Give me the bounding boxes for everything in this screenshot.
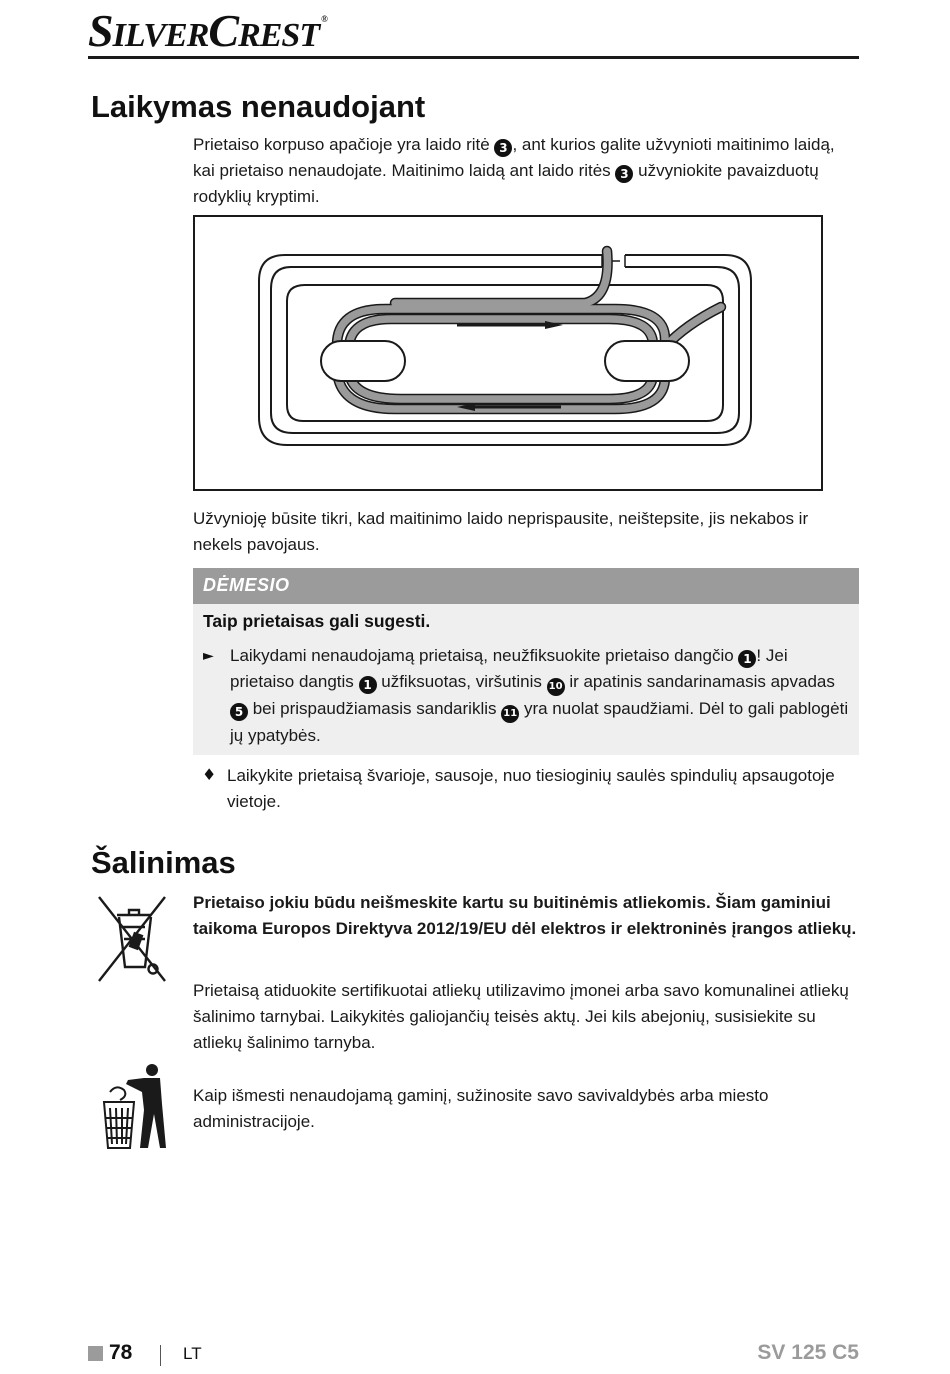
text-run: Laikydami nenaudojamą prietaisą, neužfiksuokite prietaiso dangčio bbox=[230, 646, 739, 665]
language-code: LT bbox=[183, 1344, 202, 1363]
page-number: 78 bbox=[109, 1341, 133, 1364]
footer-separator bbox=[160, 1345, 161, 1366]
warning-arrow-icon: ► bbox=[203, 648, 214, 664]
disposal-bold-text: Prietaiso jokiu būdu neišmeskite kartu su buitinėmis atliekomis. Šiam gaminiui taikoma Europos Direktyva 2012/19/EU dėl elektros ir elektroninės įrangos atliekų. bbox=[193, 893, 857, 938]
text-run: užvyniokite pavaizduotų rodyklių kryptimi. bbox=[193, 161, 819, 206]
disposal-paragraph-1: Prietaisą atiduokite sertifikuotai atliekų utilizavimo įmonei arba savo komunalinei atliekų šalinimo tarnybai. Laikykitės galiojančių teisės aktų. Jei kils abejonių, susisiekite su atliekų šalinimo tarnyba. bbox=[193, 981, 849, 1052]
warning-title: Taip prietaisas gali sugesti. bbox=[203, 611, 431, 631]
text-run: yra nuolat spaudžiami. Dėl to gali pablogėti jų ypatybės. bbox=[230, 699, 849, 745]
reference-number-badge: 3 bbox=[615, 165, 633, 183]
cord-reel-illustration bbox=[193, 215, 823, 491]
header-rule bbox=[88, 56, 859, 59]
bullet-diamond-icon: ♦ bbox=[202, 765, 217, 784]
storage-intro-paragraph bbox=[193, 132, 861, 210]
text-run: Prietaiso korpuso apačioje yra laido ritė bbox=[193, 135, 495, 154]
storage-after-paragraph: Užvynioję būsite tikri, kad maitinimo laido neprispausite, neištepsite, jis nekabos ir nekels pavojaus. bbox=[193, 509, 809, 554]
section-title-disposal: Šalinimas bbox=[91, 845, 236, 880]
text-run: , ant kurios galite užvynioti maitinimo laidą, kai prietaiso nenaudojate. Maitinimo laidą ant laido ritės bbox=[193, 135, 835, 180]
reference-number-badge: 1 bbox=[359, 676, 377, 694]
crossed-bin-icon bbox=[95, 893, 169, 989]
warning-body bbox=[193, 604, 859, 755]
storage-bullet: Laikykite prietaisą švarioje, sausoje, nuo tiesioginių saulės spindulių apsaugotoje vietoje. bbox=[227, 766, 835, 811]
reference-number-badge: 1 bbox=[738, 650, 756, 668]
section-title-storage: Laikymas nenaudojant bbox=[91, 89, 426, 124]
warning-label: DĖMESIO bbox=[203, 575, 290, 595]
footer-square bbox=[88, 1346, 103, 1361]
model-number: SV 125 C5 bbox=[757, 1341, 859, 1364]
warning-text bbox=[230, 643, 850, 749]
text-run: bei prispaudžiamasis sandariklis bbox=[248, 699, 502, 718]
disposal-paragraph-2: Kaip išmesti nenaudojamą gaminį, sužinosite savo savivaldybės arba miesto administracijoje. bbox=[193, 1086, 769, 1131]
text-run: ! Jei prietaiso dangtis bbox=[230, 646, 788, 691]
reference-number-badge: 3 bbox=[494, 139, 512, 157]
person-trash-icon bbox=[100, 1062, 170, 1154]
brand-logo: SILVERCREST ® bbox=[88, 5, 327, 56]
reference-number-badge: 11 bbox=[501, 705, 519, 723]
reference-number-badge: 5 bbox=[230, 703, 248, 721]
warning-header bbox=[193, 568, 859, 604]
cord-reel-diagram bbox=[195, 217, 821, 489]
text-run: ir apatinis sandarinamasis apvadas bbox=[564, 672, 835, 691]
text-run: užfiksuotas, viršutinis bbox=[376, 672, 547, 691]
reference-number-badge: 10 bbox=[547, 678, 565, 696]
